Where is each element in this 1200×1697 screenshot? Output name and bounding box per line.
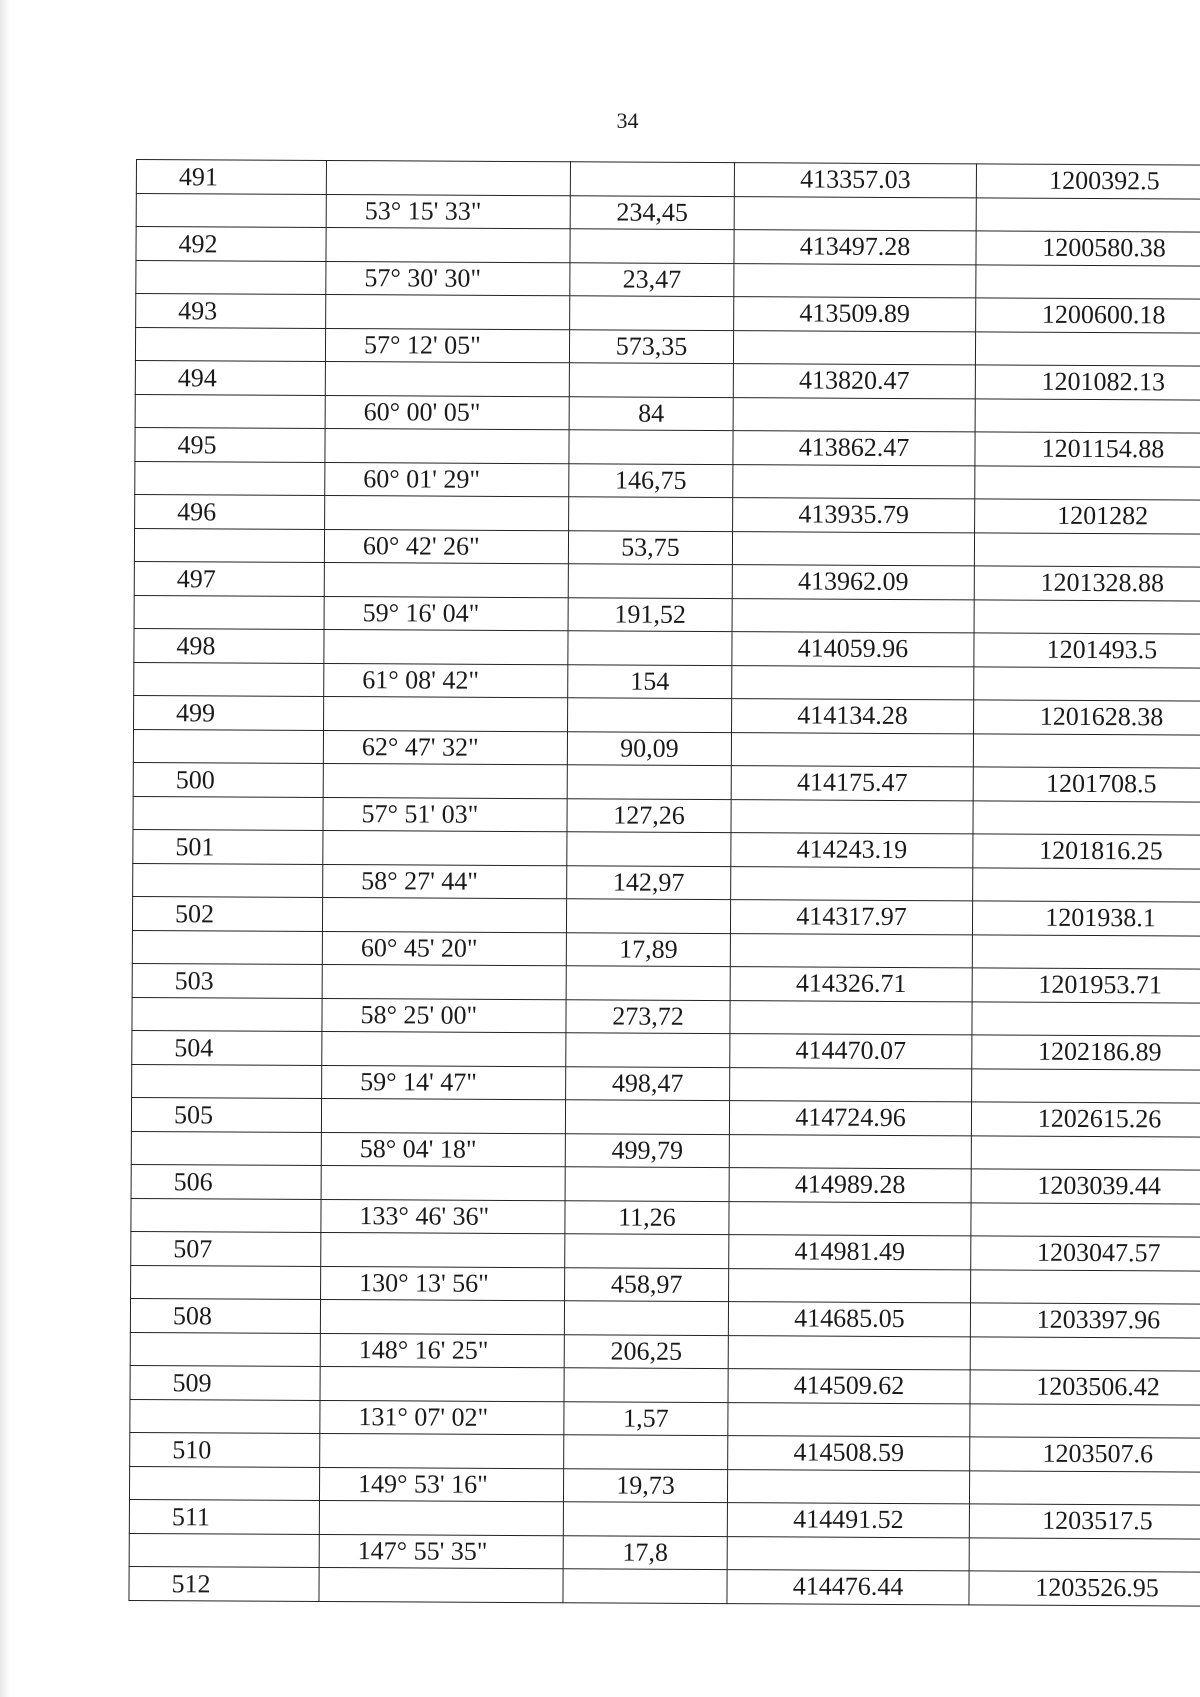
direction-angle-cell bbox=[323, 763, 567, 798]
point-number-cell: 511 bbox=[129, 1499, 319, 1533]
distance-cell bbox=[563, 1569, 727, 1603]
direction-angle-cell: 130° 13' 56" bbox=[321, 1266, 565, 1301]
x-coordinate-cell: 414243.19 bbox=[731, 833, 973, 868]
direction-angle-cell bbox=[322, 1031, 566, 1066]
direction-angle-cell bbox=[326, 160, 570, 195]
point-number-cell: 508 bbox=[130, 1298, 320, 1332]
point-number-cell: 497 bbox=[134, 561, 324, 595]
direction-angle-cell: 147° 55' 35" bbox=[319, 1534, 563, 1569]
point-number-cell: 503 bbox=[132, 963, 322, 997]
point-number-cell bbox=[134, 528, 324, 562]
point-number-cell: 493 bbox=[136, 294, 326, 328]
survey-coordinates-table bbox=[128, 159, 1200, 1606]
x-coordinate-cell bbox=[729, 1201, 971, 1236]
direction-angle-cell bbox=[324, 562, 568, 597]
y-coordinate-cell bbox=[975, 465, 1200, 500]
y-coordinate-cell: 1201328.88 bbox=[974, 566, 1200, 601]
distance-cell bbox=[566, 966, 730, 1000]
x-coordinate-cell: 413862.47 bbox=[733, 431, 975, 466]
distance-cell: 17,8 bbox=[563, 1535, 727, 1569]
distance-cell bbox=[566, 1033, 730, 1067]
y-coordinate-cell: 1201708.5 bbox=[973, 767, 1200, 802]
y-coordinate-cell: 1202615.26 bbox=[971, 1102, 1200, 1137]
y-coordinate-cell: 1201493.5 bbox=[974, 633, 1200, 668]
direction-angle-cell: 61° 08' 42" bbox=[324, 663, 568, 698]
direction-angle-cell: 57° 30' 30" bbox=[326, 261, 570, 296]
y-coordinate-cell bbox=[974, 599, 1200, 634]
y-coordinate-cell: 1202186.89 bbox=[972, 1035, 1200, 1070]
distance-cell: 142,97 bbox=[567, 865, 731, 899]
point-number-cell bbox=[131, 1131, 321, 1165]
point-number-cell: 492 bbox=[136, 227, 326, 261]
distance-cell: 273,72 bbox=[566, 999, 730, 1033]
y-coordinate-cell: 1200600.18 bbox=[976, 298, 1200, 333]
page-number: 34 bbox=[616, 108, 639, 133]
direction-angle-cell: 62° 47' 32" bbox=[323, 730, 567, 765]
y-coordinate-cell bbox=[969, 1470, 1200, 1505]
direction-angle-cell bbox=[326, 294, 570, 329]
direction-angle-cell: 53° 15' 33" bbox=[326, 194, 570, 229]
x-coordinate-cell bbox=[731, 799, 973, 834]
point-number-cell bbox=[135, 461, 325, 495]
y-coordinate-cell: 1201154.88 bbox=[975, 432, 1200, 467]
y-coordinate-cell bbox=[976, 197, 1200, 232]
x-coordinate-cell bbox=[727, 1469, 969, 1504]
direction-angle-cell: 133° 46' 36" bbox=[321, 1199, 565, 1234]
distance-cell bbox=[569, 497, 733, 531]
point-number-cell: 491 bbox=[136, 160, 326, 194]
y-coordinate-cell bbox=[974, 666, 1200, 701]
distance-cell: 154 bbox=[568, 664, 732, 698]
point-number-cell: 504 bbox=[132, 1030, 322, 1064]
x-coordinate-cell bbox=[728, 1402, 970, 1437]
distance-cell bbox=[568, 564, 732, 598]
point-number-cell: 507 bbox=[131, 1231, 321, 1265]
distance-cell bbox=[569, 363, 733, 397]
y-coordinate-cell bbox=[976, 264, 1200, 299]
point-number-cell bbox=[132, 930, 322, 964]
direction-angle-cell bbox=[320, 1366, 564, 1401]
distance-cell bbox=[569, 430, 733, 464]
point-number-cell: 495 bbox=[135, 427, 325, 461]
direction-angle-cell bbox=[325, 428, 569, 463]
y-coordinate-cell bbox=[972, 1068, 1200, 1103]
x-coordinate-cell: 414059.96 bbox=[732, 632, 974, 667]
distance-cell: 11,26 bbox=[565, 1200, 729, 1234]
y-coordinate-cell bbox=[975, 398, 1200, 433]
point-number-cell bbox=[135, 394, 325, 428]
distance-cell bbox=[564, 1301, 728, 1335]
point-number-cell bbox=[132, 997, 322, 1031]
x-coordinate-cell: 414989.28 bbox=[729, 1168, 971, 1203]
point-number-cell bbox=[129, 1533, 319, 1567]
distance-cell bbox=[565, 1100, 729, 1134]
x-coordinate-cell: 414724.96 bbox=[729, 1101, 971, 1136]
point-number-cell: 505 bbox=[131, 1097, 321, 1131]
direction-angle-cell bbox=[323, 830, 567, 865]
x-coordinate-cell bbox=[732, 598, 974, 633]
point-number-cell bbox=[135, 327, 325, 361]
x-coordinate-cell bbox=[728, 1335, 970, 1370]
y-coordinate-cell: 1201816.25 bbox=[973, 834, 1200, 869]
x-coordinate-cell: 413820.47 bbox=[733, 364, 975, 399]
y-coordinate-cell bbox=[970, 1336, 1200, 1371]
distance-cell: 191,52 bbox=[568, 597, 732, 631]
direction-angle-cell bbox=[321, 1232, 565, 1267]
y-coordinate-cell: 1203047.57 bbox=[971, 1236, 1200, 1271]
y-coordinate-cell: 1200580.38 bbox=[976, 231, 1200, 266]
distance-cell: 127,26 bbox=[567, 798, 731, 832]
x-coordinate-cell bbox=[733, 397, 975, 432]
scan-edge-shadow bbox=[0, 0, 10, 1697]
x-coordinate-cell: 414491.52 bbox=[727, 1503, 969, 1538]
x-coordinate-cell: 413509.89 bbox=[734, 297, 976, 332]
y-coordinate-cell: 1203507.6 bbox=[970, 1437, 1200, 1472]
y-coordinate-cell: 1203526.95 bbox=[969, 1571, 1200, 1606]
direction-angle-cell: 57° 12' 05" bbox=[325, 328, 569, 363]
x-coordinate-cell: 414175.47 bbox=[731, 766, 973, 801]
y-coordinate-cell bbox=[973, 867, 1200, 902]
direction-angle-cell: 58° 04' 18" bbox=[321, 1132, 565, 1167]
x-coordinate-cell: 414476.44 bbox=[727, 1570, 969, 1605]
distance-cell bbox=[568, 698, 732, 732]
point-number-cell bbox=[131, 1265, 321, 1299]
point-number-cell: 499 bbox=[134, 695, 324, 729]
x-coordinate-cell: 414317.97 bbox=[730, 900, 972, 935]
y-coordinate-cell bbox=[972, 934, 1200, 969]
distance-cell bbox=[570, 229, 734, 263]
y-coordinate-cell: 1201628.38 bbox=[974, 700, 1200, 735]
point-number-cell: 502 bbox=[132, 896, 322, 930]
direction-angle-cell bbox=[326, 227, 570, 262]
distance-cell bbox=[567, 765, 731, 799]
point-number-cell: 496 bbox=[135, 494, 325, 528]
point-number-cell bbox=[130, 1332, 320, 1366]
x-coordinate-cell bbox=[731, 866, 973, 901]
distance-cell bbox=[564, 1368, 728, 1402]
distance-cell bbox=[568, 631, 732, 665]
direction-angle-cell bbox=[320, 1433, 564, 1468]
distance-cell bbox=[564, 1435, 728, 1469]
distance-cell: 53,75 bbox=[568, 530, 732, 564]
y-coordinate-cell: 1201082.13 bbox=[975, 365, 1200, 400]
y-coordinate-cell bbox=[971, 1202, 1200, 1237]
point-number-cell bbox=[133, 863, 323, 897]
direction-angle-cell: 59° 14' 47" bbox=[322, 1065, 566, 1100]
direction-angle-cell bbox=[319, 1500, 563, 1535]
distance-cell: 1,57 bbox=[564, 1401, 728, 1435]
distance-cell: 573,35 bbox=[569, 329, 733, 363]
direction-angle-cell: 60° 01' 29" bbox=[325, 462, 569, 497]
direction-angle-cell: 60° 42' 26" bbox=[324, 529, 568, 564]
distance-cell bbox=[566, 899, 730, 933]
point-number-cell bbox=[129, 1466, 319, 1500]
y-coordinate-cell bbox=[969, 1537, 1200, 1572]
direction-angle-cell: 60° 00' 05" bbox=[325, 395, 569, 430]
x-coordinate-cell bbox=[734, 263, 976, 298]
point-number-cell bbox=[134, 595, 324, 629]
point-number-cell bbox=[136, 193, 326, 227]
distance-cell: 499,79 bbox=[565, 1133, 729, 1167]
x-coordinate-cell: 414685.05 bbox=[728, 1302, 970, 1337]
direction-angle-cell: 59° 16' 04" bbox=[324, 596, 568, 631]
distance-cell: 17,89 bbox=[566, 932, 730, 966]
leg-row bbox=[132, 997, 1200, 1036]
x-coordinate-cell bbox=[732, 531, 974, 566]
y-coordinate-cell: 1203517.5 bbox=[969, 1504, 1200, 1539]
direction-angle-cell: 149° 53' 16" bbox=[319, 1467, 563, 1502]
point-number-cell: 506 bbox=[131, 1164, 321, 1198]
x-coordinate-cell: 413935.79 bbox=[733, 498, 975, 533]
y-coordinate-cell bbox=[974, 532, 1200, 567]
distance-cell: 458,97 bbox=[565, 1267, 729, 1301]
y-coordinate-cell: 1200392.5 bbox=[976, 164, 1200, 199]
x-coordinate-cell bbox=[733, 464, 975, 499]
point-number-cell: 500 bbox=[133, 762, 323, 796]
y-coordinate-cell: 1201953.71 bbox=[972, 968, 1200, 1003]
y-coordinate-cell: 1201282 bbox=[975, 499, 1200, 534]
point-number-cell: 509 bbox=[130, 1365, 320, 1399]
point-number-cell: 501 bbox=[133, 829, 323, 863]
point-number-cell: 494 bbox=[135, 360, 325, 394]
direction-angle-cell: 57° 51' 03" bbox=[323, 797, 567, 832]
direction-angle-cell bbox=[324, 696, 568, 731]
distance-cell: 90,09 bbox=[567, 731, 731, 765]
x-coordinate-cell bbox=[731, 732, 973, 767]
direction-angle-cell: 131° 07' 02" bbox=[320, 1400, 564, 1435]
station-row bbox=[131, 1097, 1200, 1136]
x-coordinate-cell: 414134.28 bbox=[732, 699, 974, 734]
distance-cell: 23,47 bbox=[570, 262, 734, 296]
station-row bbox=[129, 1566, 1200, 1605]
point-number-cell bbox=[130, 1399, 320, 1433]
x-coordinate-cell bbox=[729, 1134, 971, 1169]
station-row bbox=[132, 1030, 1200, 1069]
direction-angle-cell bbox=[322, 964, 566, 999]
y-coordinate-cell: 1201938.1 bbox=[972, 901, 1200, 936]
y-coordinate-cell bbox=[973, 733, 1200, 768]
point-number-cell bbox=[131, 1198, 321, 1232]
distance-cell: 84 bbox=[569, 396, 733, 430]
y-coordinate-cell bbox=[975, 331, 1200, 366]
point-number-cell bbox=[133, 796, 323, 830]
y-coordinate-cell bbox=[971, 1269, 1200, 1304]
point-number-cell: 512 bbox=[129, 1566, 319, 1600]
direction-angle-cell bbox=[319, 1567, 563, 1602]
direction-angle-cell bbox=[320, 1299, 564, 1334]
y-coordinate-cell: 1203039.44 bbox=[971, 1169, 1200, 1204]
distance-cell: 206,25 bbox=[564, 1334, 728, 1368]
x-coordinate-cell bbox=[730, 933, 972, 968]
x-coordinate-cell bbox=[732, 665, 974, 700]
direction-angle-cell bbox=[321, 1098, 565, 1133]
direction-angle-cell bbox=[321, 1165, 565, 1200]
direction-angle-cell: 58° 25' 00" bbox=[322, 998, 566, 1033]
point-number-cell bbox=[132, 1064, 322, 1098]
x-coordinate-cell bbox=[730, 1000, 972, 1035]
y-coordinate-cell bbox=[971, 1135, 1200, 1170]
point-number-cell bbox=[134, 662, 324, 696]
direction-angle-cell bbox=[322, 897, 566, 932]
table-body bbox=[129, 160, 1200, 1606]
y-coordinate-cell bbox=[970, 1403, 1200, 1438]
y-coordinate-cell: 1203397.96 bbox=[970, 1303, 1200, 1338]
distance-cell bbox=[565, 1234, 729, 1268]
leg-row bbox=[131, 1131, 1200, 1170]
x-coordinate-cell bbox=[733, 330, 975, 365]
x-coordinate-cell bbox=[727, 1536, 969, 1571]
direction-angle-cell: 148° 16' 25" bbox=[320, 1333, 564, 1368]
y-coordinate-cell bbox=[973, 800, 1200, 835]
x-coordinate-cell: 413962.09 bbox=[732, 565, 974, 600]
direction-angle-cell bbox=[325, 495, 569, 530]
x-coordinate-cell: 413497.28 bbox=[734, 230, 976, 265]
x-coordinate-cell: 414509.62 bbox=[728, 1369, 970, 1404]
direction-angle-cell bbox=[324, 629, 568, 664]
x-coordinate-cell bbox=[729, 1268, 971, 1303]
x-coordinate-cell: 414508.59 bbox=[728, 1436, 970, 1471]
distance-cell: 498,47 bbox=[566, 1066, 730, 1100]
point-number-cell: 498 bbox=[134, 628, 324, 662]
y-coordinate-cell: 1203506.42 bbox=[970, 1370, 1200, 1405]
x-coordinate-cell: 414326.71 bbox=[730, 967, 972, 1002]
distance-cell bbox=[565, 1167, 729, 1201]
direction-angle-cell: 58° 27' 44" bbox=[323, 864, 567, 899]
point-number-cell bbox=[133, 729, 323, 763]
direction-angle-cell: 60° 45' 20" bbox=[322, 931, 566, 966]
point-number-cell: 510 bbox=[130, 1432, 320, 1466]
distance-cell: 19,73 bbox=[563, 1468, 727, 1502]
direction-angle-cell bbox=[325, 361, 569, 396]
leg-row bbox=[132, 1064, 1200, 1103]
distance-cell: 234,45 bbox=[570, 195, 734, 229]
distance-cell: 146,75 bbox=[569, 463, 733, 497]
x-coordinate-cell bbox=[734, 196, 976, 231]
point-number-cell bbox=[136, 260, 326, 294]
distance-cell bbox=[570, 296, 734, 330]
x-coordinate-cell: 414470.07 bbox=[730, 1034, 972, 1069]
x-coordinate-cell: 414981.49 bbox=[729, 1235, 971, 1270]
distance-cell bbox=[563, 1502, 727, 1536]
x-coordinate-cell: 413357.03 bbox=[734, 163, 976, 198]
x-coordinate-cell bbox=[730, 1067, 972, 1102]
distance-cell bbox=[570, 162, 734, 196]
distance-cell bbox=[567, 832, 731, 866]
y-coordinate-cell bbox=[972, 1001, 1200, 1036]
